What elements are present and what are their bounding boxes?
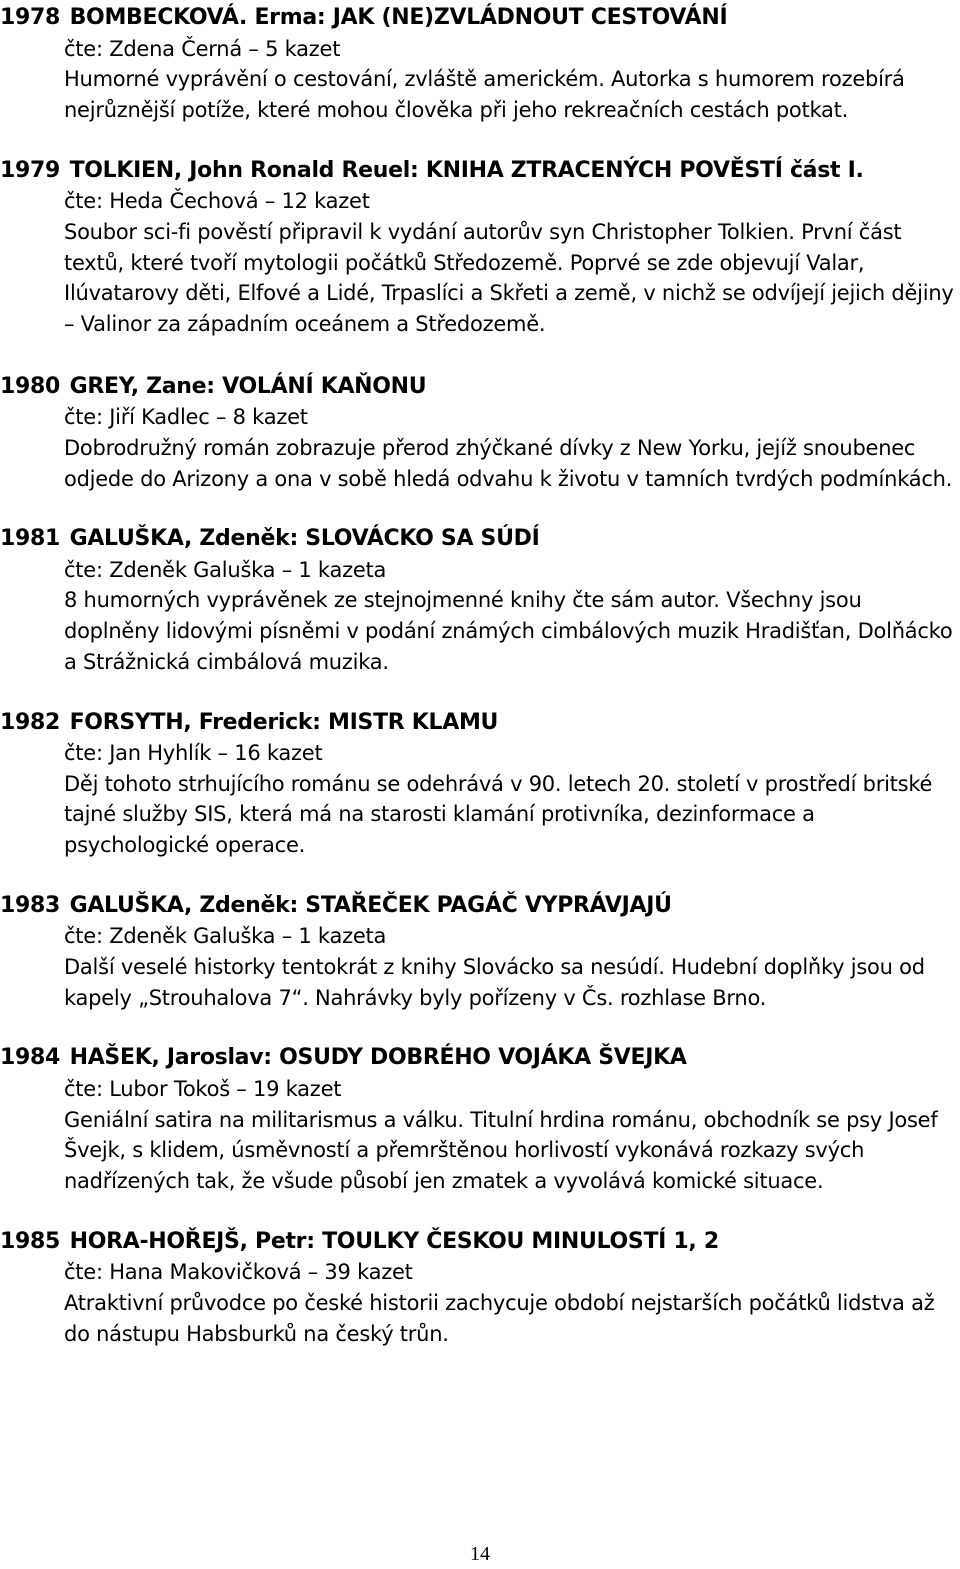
entry-number: 1978 — [0, 5, 61, 30]
entry-author-title: BOMBECKOVÁ. Erma: JAK (NE)ZVLÁDNOUT CESTOVÁNÍ — [69, 5, 728, 30]
entry-body — [0, 921, 958, 1013]
entry-annotation: Dobrodružný román zobrazuje přerod zhýčkané dívky z New Yorku, jejíž snoubenec odjede do Arizony a ona v sobě hledá odvahu k životu v tamních tvrdých podmínkách. — [64, 435, 953, 491]
entry-title — [0, 1227, 958, 1258]
entry-author-title: FORSYTH, Frederick: MISTR KLAMU — [69, 709, 499, 735]
entry-body — [0, 738, 958, 861]
catalog-entry — [0, 372, 958, 495]
entry-annotation: Humorné vyprávění o cestování, zvláště americkém. Autorka s humorem rozebírá nejrůznější potíže, které mohou člověka při jeho rekreačních cestách potkat. — [64, 67, 905, 122]
entry-number: 1980 — [0, 373, 61, 399]
entry-reader: čte: Lubor Tokoš – 19 kazet — [64, 1076, 342, 1101]
page-number: 14 — [470, 1543, 490, 1565]
entry-reader: čte: Zdena Černá – 5 kazet — [64, 36, 341, 61]
entry-title — [0, 3, 958, 34]
entry-title — [0, 156, 958, 187]
catalog-entry — [0, 891, 958, 1014]
entry-title — [0, 372, 958, 403]
entry-number: 1983 — [0, 892, 61, 918]
entry-body — [0, 555, 958, 678]
entry-author-title: TOLKIEN, John Ronald Reuel: KNIHA ZTRACENÝCH POVĚSTÍ část I. — [69, 157, 864, 183]
catalog-entry — [0, 156, 958, 340]
catalog-entry — [0, 708, 958, 861]
entry-reader: čte: Zdeněk Galuška – 1 kazeta — [64, 924, 387, 949]
entry-reader: čte: Zdeněk Galuška – 1 kazeta — [64, 557, 387, 582]
entry-title — [0, 708, 958, 739]
entry-author-title: HORA-HOŘEJŠ, Petr: TOULKY ČESKOU MINULOSTÍ 1, 2 — [69, 1228, 719, 1254]
entry-annotation: 8 humorných vyprávěnek ze stejnojmenné knihy čte sám autor. Všechny jsou doplněny lidovými písněmi v podání známých cimbálových muzik Hradišťan, Dolňácko a Strážnická cimbálová muzika. — [64, 588, 953, 674]
entry-body — [0, 402, 958, 494]
entry-number: 1979 — [0, 157, 61, 183]
entry-author-title: GALUŠKA, Zdeněk: SLOVÁCKO SA SÚDÍ — [69, 526, 540, 552]
entry-body — [0, 1257, 958, 1349]
entry-title — [0, 1043, 958, 1074]
entry-annotation: Soubor sci-fi pověstí připravil k vydání autorův syn Christopher Tolkien. První část textů, které tvoří mytologii počátků Středozemě. Poprvé se zde objevují Valar, Ilúvatarovy děti, Elfové a Lidé, Trpaslíci a Skřeti a země, v nichž se odvíjejí jejich dějiny – Valinor za západním oceánem a Středozemě. — [64, 219, 954, 336]
entry-annotation: Geniální satira na militarismus a válku. Titulní hrdina románu, obchodník se psy Josef Švejk, s klidem, úsměvností a přemrštěnou horlivostí vykonává rozkazy svých nadřízených tak, že všude působí jen zmatek a vyvolává komické situace. — [64, 1107, 938, 1194]
entry-author-title: GALUŠKA, Zdeněk: STAŘEČEK PAGÁČ VYPRÁVJAJÚ — [69, 892, 672, 918]
entry-body — [0, 1074, 958, 1197]
entry-annotation: Děj tohoto strhujícího románu se odehrává v 90. letech 20. století v prostředí britské tajné služby SIS, která má na starosti klamání protivníka, dezinformace a psychologické operace. — [64, 771, 933, 858]
entry-author-title: GREY, Zane: VOLÁNÍ KAŇONU — [69, 373, 427, 399]
entry-list — [0, 3, 958, 1379]
entry-number: 1985 — [0, 1228, 61, 1254]
catalog-entry — [0, 524, 958, 677]
entry-annotation: Atraktivní průvodce po české historii zachycuje období nejstarších počátků lidstva až do nástupu Habsburků na český trůn. — [64, 1290, 935, 1346]
catalog-entry — [0, 1227, 958, 1350]
entry-title — [0, 524, 958, 555]
entry-title — [0, 891, 958, 922]
entry-reader: čte: Heda Čechová – 12 kazet — [64, 189, 370, 214]
entry-number: 1981 — [0, 526, 61, 552]
catalog-entry — [0, 1043, 958, 1196]
entry-reader: čte: Jiří Kadlec – 8 kazet — [64, 405, 308, 430]
entry-annotation: Další veselé historky tentokrát z knihy Slovácko sa nesúdí. Hudební doplňky jsou od kapely „Strouhalova 7“. Nahrávky byly pořízeny v Čs. rozhlase Brno. — [64, 955, 925, 1010]
entry-reader: čte: Jan Hyhlík – 16 kazet — [64, 741, 323, 766]
entry-number: 1984 — [0, 1045, 61, 1071]
entry-author-title: HAŠEK, Jaroslav: OSUDY DOBRÉHO VOJÁKA ŠVEJKA — [69, 1045, 687, 1071]
entry-number: 1982 — [0, 709, 61, 735]
entry-reader: čte: Hana Makovičková – 39 kazet — [64, 1260, 413, 1285]
entry-body — [0, 34, 958, 126]
entry-body — [0, 186, 958, 340]
catalog-entry — [0, 3, 958, 126]
